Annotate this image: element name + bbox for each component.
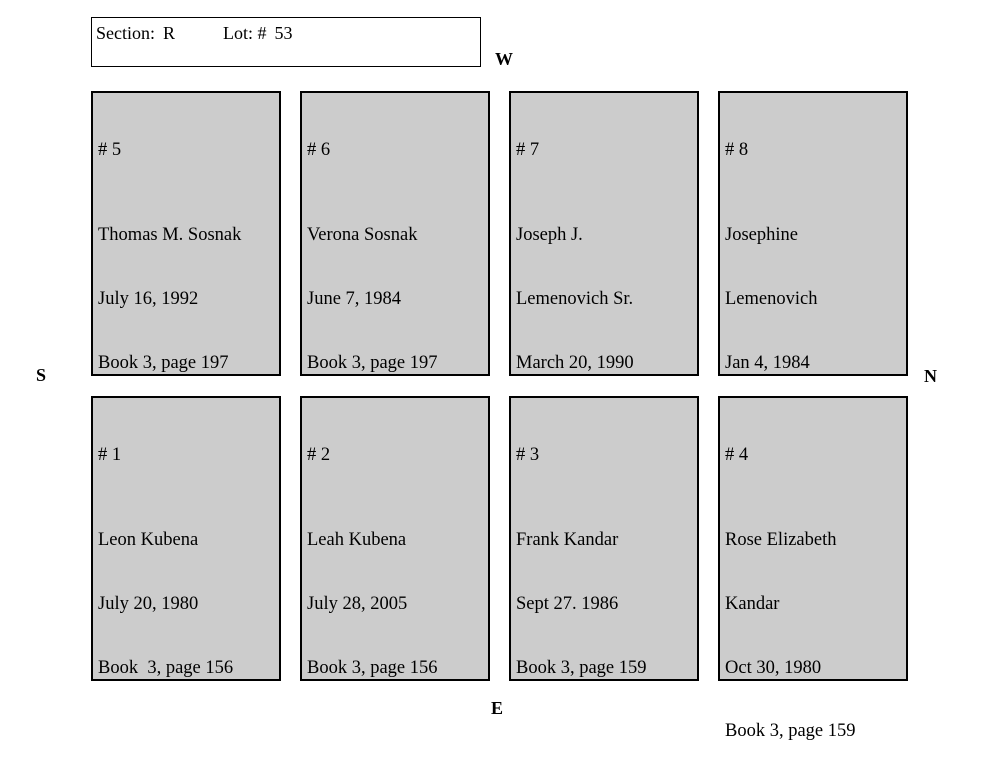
grave-number: # 3	[516, 444, 540, 465]
grave-book-reference: Book 3, page 159	[725, 721, 856, 742]
grave-plot-7	[509, 91, 699, 376]
grave-book-reference: Book 3, page 197	[98, 352, 229, 373]
grave-name: Josephine	[725, 224, 798, 245]
compass-west-label: W	[495, 49, 513, 69]
grave-number: # 2	[307, 444, 331, 465]
grave-book-reference: Book 3, page 159	[516, 657, 647, 678]
grave-name: Verona Sosnak	[307, 224, 418, 245]
grave-book-reference: Book 3, page 156	[98, 657, 234, 678]
section-value: R	[163, 23, 176, 43]
grave-plot-1	[91, 396, 281, 681]
grave-number: # 4	[725, 444, 749, 465]
lot-label: Lot: #	[223, 23, 267, 43]
grave-date: July 20, 1980	[98, 593, 199, 614]
grave-number: # 1	[98, 444, 122, 465]
grave-date: March 20, 1990	[516, 352, 634, 373]
grave-date: Sept 27. 1986	[516, 593, 619, 614]
grave-name: Lemenovich	[725, 288, 818, 309]
grave-book-reference: Book 3, page 156	[307, 657, 438, 678]
compass-north-label: N	[924, 366, 937, 386]
lot-value: 53	[274, 23, 293, 43]
grave-name: Leon Kubena	[98, 529, 199, 550]
grave-plot-6	[300, 91, 490, 376]
grave-name: Frank Kandar	[516, 529, 619, 550]
compass-south-label: S	[36, 365, 47, 385]
grave-plot-3	[509, 396, 699, 681]
grave-plot-5	[91, 91, 281, 376]
grave-number: # 5	[98, 139, 122, 160]
grave-date: June 7, 1984	[307, 288, 402, 309]
section-lot-header	[91, 17, 481, 67]
grave-plot-8	[718, 91, 908, 376]
grave-name: Kandar	[725, 593, 780, 614]
grave-number: # 7	[516, 139, 540, 160]
section-label: Section:	[96, 23, 155, 43]
grave-name: Joseph J.	[516, 224, 583, 245]
grave-name: Leah Kubena	[307, 529, 407, 550]
grave-date: Oct 30, 1980	[725, 657, 822, 678]
grave-date: July 28, 2005	[307, 593, 408, 614]
compass-east-label: E	[491, 698, 504, 718]
grave-name: Rose Elizabeth	[725, 529, 837, 550]
grave-name: Lemenovich Sr.	[516, 288, 634, 309]
grave-plot-4	[718, 396, 908, 742]
grave-date: July 16, 1992	[98, 288, 199, 309]
grave-book-reference: Book 3, page 197	[307, 352, 438, 373]
grave-plot-2	[300, 396, 490, 681]
grave-number: # 8	[725, 139, 749, 160]
grave-number: # 6	[307, 139, 331, 160]
grave-name: Thomas M. Sosnak	[98, 224, 242, 245]
grave-date: Jan 4, 1984	[725, 352, 810, 373]
